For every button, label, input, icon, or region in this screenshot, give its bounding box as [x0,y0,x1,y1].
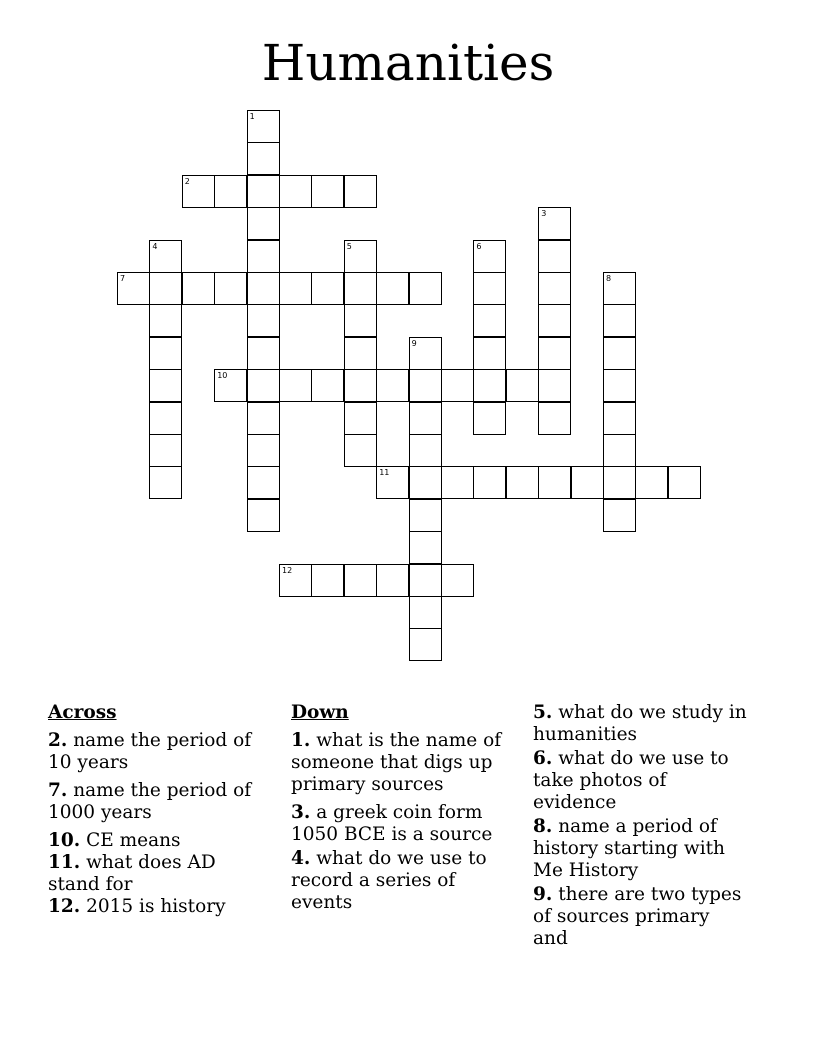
cell-number: 10 [217,371,228,381]
puzzle-title: Humanities [261,34,555,92]
grid-cell[interactable] [247,434,280,467]
clue-across-2: 2. name the period of 10 years [48,730,252,773]
clue-down-6: 6. what do we use to take photos of evidence [533,748,729,813]
grid-cell[interactable] [214,272,247,305]
grid-cell[interactable] [376,272,409,305]
grid-cell[interactable] [538,240,571,273]
cell-number: 9 [411,338,417,348]
grid-cell[interactable] [409,531,442,564]
grid-cell[interactable] [409,272,442,305]
grid-cell[interactable] [571,466,604,499]
grid-cell[interactable] [409,628,442,661]
grid-cell[interactable] [506,466,539,499]
grid-cell[interactable] [538,402,571,435]
grid-cell[interactable] [538,337,571,370]
grid-cell[interactable] [603,369,636,402]
grid-cell[interactable] [311,564,344,597]
grid-cell[interactable] [603,272,636,305]
cell-number: 4 [152,241,158,251]
grid-cell[interactable] [247,402,280,435]
cell-number: 6 [476,241,482,251]
grid-cell[interactable] [376,369,409,402]
grid-cell[interactable] [506,369,539,402]
cell-number: 12 [282,565,293,575]
grid-cell[interactable] [247,499,280,532]
grid-cell[interactable] [149,304,182,337]
grid-cell[interactable] [311,175,344,208]
grid-cell[interactable] [279,369,312,402]
grid-cell[interactable] [344,175,377,208]
grid-cell[interactable] [635,466,668,499]
grid-cell[interactable] [214,369,247,402]
grid-cell[interactable] [538,369,571,402]
grid-cell[interactable] [376,466,409,499]
grid-cell[interactable] [247,175,280,208]
clue-down-9: 9. there are two types of sources primary and [533,884,742,949]
grid-cell[interactable] [247,142,280,175]
grid-cell[interactable] [344,304,377,337]
clue-down-8: 8. name a period of history starting with Me History [533,816,725,881]
grid-cell[interactable] [344,337,377,370]
clue-down-4: 4. what do we use to record a series of events [291,848,487,913]
cell-number: 8 [606,274,612,283]
grid-cell[interactable] [441,369,474,402]
down-heading: Down [291,702,349,723]
clue-across-10: 10. CE means [48,830,181,851]
grid-cell[interactable] [344,564,377,597]
grid-cell[interactable] [149,337,182,370]
cell-number: 11 [379,468,390,478]
grid-cell[interactable] [538,304,571,337]
grid-cell[interactable] [409,564,442,597]
grid-cell[interactable] [214,175,247,208]
grid-cell[interactable] [247,337,280,370]
grid-cell[interactable] [149,369,182,402]
grid-cell[interactable] [473,466,506,499]
clue-down-1: 1. what is the name of someone that digs up primary sources [291,730,502,795]
grid-cell[interactable] [344,272,377,305]
grid-cell[interactable] [344,434,377,467]
clue-down-5: 5. what do we study in humanities [533,702,747,745]
clue-across-7: 7. name the period of 1000 years [48,780,252,823]
across-clues [48,702,258,924]
grid-cell[interactable] [409,466,442,499]
grid-cell[interactable] [247,207,280,240]
clue-across-12: 12. 2015 is history [48,896,226,917]
grid-cell[interactable] [473,240,506,273]
grid-cell[interactable] [247,272,280,305]
grid-cell[interactable] [603,402,636,435]
down-clues [291,702,506,920]
grid-cell[interactable] [668,466,701,499]
grid-cell[interactable] [247,240,280,273]
grid-cell[interactable] [247,369,280,402]
grid-cell[interactable] [279,564,312,597]
grid-cell[interactable] [538,207,571,240]
grid-cell[interactable] [473,272,506,305]
grid-cell[interactable] [279,175,312,208]
grid-cell[interactable] [344,240,377,273]
grid-cell[interactable] [538,272,571,305]
grid-cell[interactable] [247,466,280,499]
cell-number: 1 [249,112,255,121]
grid-cell[interactable] [247,304,280,337]
cell-number: 3 [541,209,547,219]
grid-cell[interactable] [376,564,409,597]
grid-cell[interactable] [538,466,571,499]
across-heading: Across [48,702,117,723]
grid-cell[interactable] [149,434,182,467]
clue-across-11: 11. what does AD stand for [48,852,216,895]
cell-number: 5 [346,241,352,251]
grid-cell[interactable] [247,110,280,143]
grid-cell[interactable] [441,564,474,597]
clue-down-3: 3. a greek coin form 1050 BCE is a source [291,802,493,845]
grid-cell[interactable] [473,369,506,402]
grid-cell[interactable] [473,304,506,337]
grid-cell[interactable] [409,434,442,467]
grid-cell[interactable] [311,272,344,305]
grid-cell[interactable] [182,272,215,305]
grid-cell[interactable] [473,337,506,370]
grid-cell[interactable] [603,499,636,532]
grid-cell[interactable] [409,337,442,370]
down-clues-continued [533,702,748,952]
grid-cell[interactable] [344,402,377,435]
cell-number: 7 [120,274,126,283]
grid-cell[interactable] [603,304,636,337]
grid-cell[interactable] [409,369,442,402]
grid-cell[interactable] [603,337,636,370]
grid-cell[interactable] [473,402,506,435]
grid-cell[interactable] [409,499,442,532]
grid-cell[interactable] [149,466,182,499]
grid-cell[interactable] [409,596,442,629]
grid-cell[interactable] [409,402,442,435]
cell-number: 2 [184,176,190,186]
grid-cell[interactable] [603,466,636,499]
grid-cell[interactable] [149,402,182,435]
grid-cell[interactable] [149,240,182,273]
grid-cell[interactable] [441,466,474,499]
grid-cell[interactable] [603,434,636,467]
grid-cell[interactable] [279,272,312,305]
grid-cell[interactable] [117,272,150,305]
grid-cell[interactable] [149,272,182,305]
grid-cell[interactable] [344,369,377,402]
grid-cell[interactable] [311,369,344,402]
grid-cell[interactable] [182,175,215,208]
